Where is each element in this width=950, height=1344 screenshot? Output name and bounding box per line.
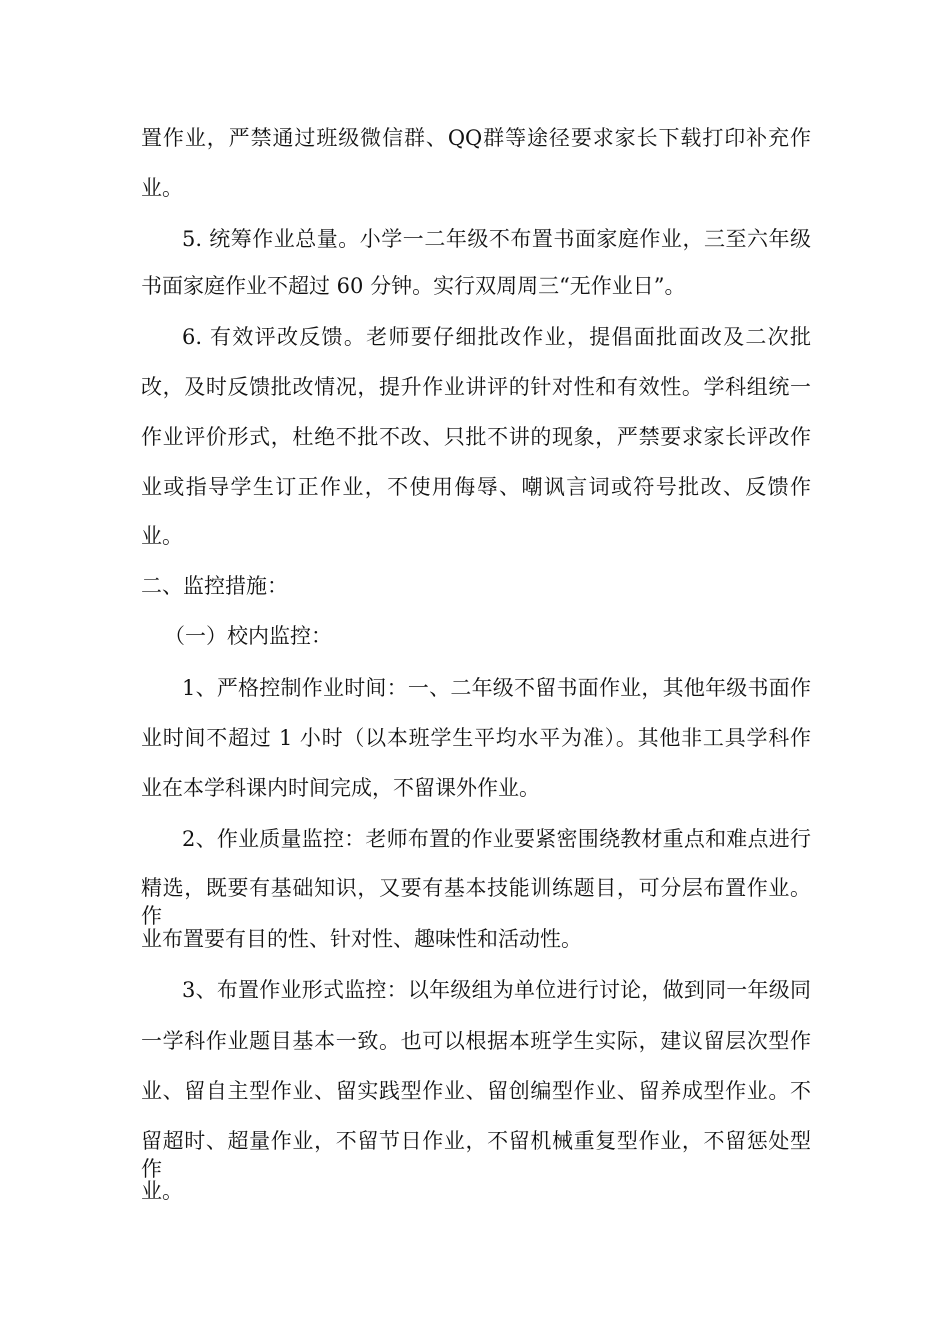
text-line: 业。	[141, 524, 183, 548]
text-line: 业布置要有目的性、针对性、趣味性和活动性。	[141, 927, 582, 951]
text-line: 业或指导学生订正作业，不使用侮辱、嘲讽言词或符号批改、反馈作	[141, 475, 811, 499]
subsection-heading-school: （一）校内监控：	[164, 624, 332, 648]
item-3-heading: 3、布置作业形式监控：以年级组为单位进行讨论，做到同一年级同	[182, 978, 811, 1002]
item-1-heading: 1、严格控制作业时间：一、二年级不留书面作业，其他年级书面作	[182, 676, 811, 700]
text-line: 改，及时反馈批改情况，提升作业讲评的针对性和有效性。学科组统一	[141, 375, 811, 399]
text-line: 业。	[141, 1179, 183, 1203]
item-5-heading: 5. 统筹作业总量。小学一二年级不布置书面家庭作业，三至六年级	[182, 227, 811, 251]
text-line: 一学科作业题目基本一致。也可以根据本班学生实际，建议留层次型作	[141, 1029, 811, 1053]
text-line: 业。	[141, 176, 183, 200]
text-line: 精选，既要有基础知识，又要有基本技能训练题目，可分层布置作业。作	[141, 876, 811, 928]
section-heading-monitoring: 二、监控措施：	[141, 574, 288, 598]
item-2-heading: 2、作业质量监控：老师布置的作业要紧密围绕教材重点和难点进行	[182, 827, 811, 851]
text-line: 书面家庭作业不超过 60 分钟。实行双周周三“无作业日”。	[141, 274, 686, 298]
text-line: 置作业，严禁通过班级微信群、QQ群等途径要求家长下载打印补充作	[141, 126, 811, 150]
text-line: 业、留自主型作业、留实践型作业、留创编型作业、留养成型作业。不	[141, 1079, 811, 1103]
text-line: 业时间不超过 1 小时（以本班学生平均水平为准）。其他非工具学科作	[141, 726, 811, 750]
text-line: 业在本学科课内时间完成，不留课外作业。	[141, 776, 540, 800]
item-6-heading: 6. 有效评改反馈。老师要仔细批改作业，提倡面批面改及二次批	[182, 325, 811, 349]
text-line: 留超时、超量作业，不留节日作业，不留机械重复型作业，不留惩处型作	[141, 1129, 811, 1181]
text-line: 作业评价形式，杜绝不批不改、只批不讲的现象，严禁要求家长评改作	[141, 425, 811, 449]
